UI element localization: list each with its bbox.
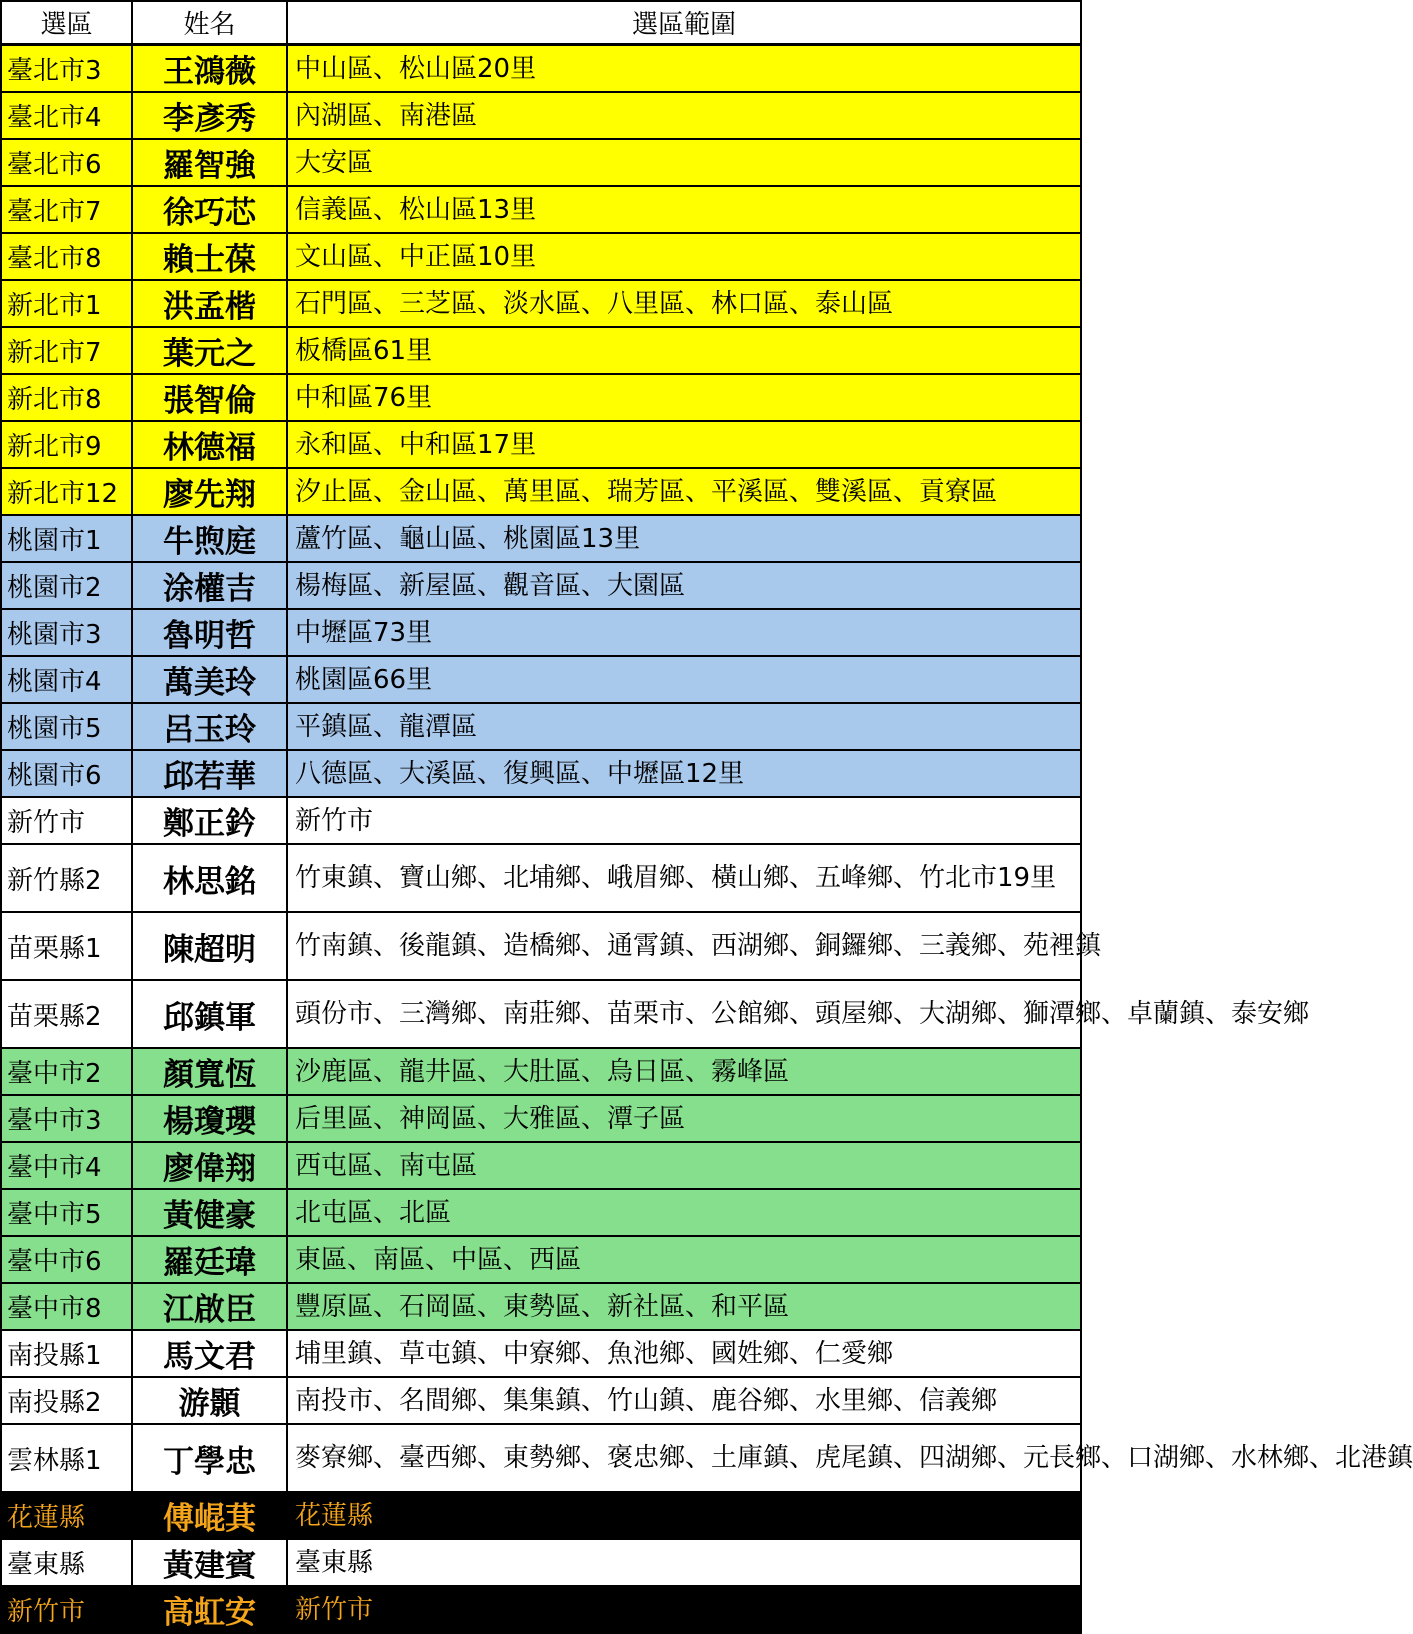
- district-cell: 臺中市8: [1, 1283, 132, 1330]
- name-cell: 林德福: [132, 421, 287, 468]
- district-cell: 臺中市5: [1, 1189, 132, 1236]
- area-cell: 麥寮鄉、臺西鄉、東勢鄉、褒忠鄉、土庫鎮、虎尾鎮、四湖鄉、元長鄉、口湖鄉、水林鄉、北港鎮: [287, 1424, 1081, 1492]
- name-cell: 林思銘: [132, 844, 287, 912]
- area-cell: 平鎮區、龍潭區: [287, 703, 1081, 750]
- name-cell: 呂玉玲: [132, 703, 287, 750]
- table-row: [1, 656, 1081, 703]
- area-cell: 蘆竹區、龜山區、桃園區13里: [287, 515, 1081, 562]
- area-cell: 后里區、神岡區、大雅區、潭子區: [287, 1095, 1081, 1142]
- table-row: [1, 980, 1081, 1048]
- district-cell: 桃園市1: [1, 515, 132, 562]
- table-row: [1, 374, 1081, 421]
- district-cell: 苗栗縣2: [1, 980, 132, 1048]
- header-area: 選區範圍: [287, 1, 1081, 45]
- name-cell: 王鴻薇: [132, 45, 287, 93]
- area-cell: 竹南鎮、後龍鎮、造橋鄉、通霄鎮、西湖鄉、銅鑼鄉、三義鄉、苑裡鎮: [287, 912, 1081, 980]
- roster-body: [1, 1, 1413, 1633]
- name-cell: 邱若華: [132, 750, 287, 797]
- table-row: [1, 233, 1081, 280]
- area-cell: 楊梅區、新屋區、觀音區、大園區: [287, 562, 1081, 609]
- district-cell: 臺中市4: [1, 1142, 132, 1189]
- area-cell: 沙鹿區、龍井區、大肚區、烏日區、霧峰區: [287, 1048, 1081, 1095]
- area-cell: 臺東縣: [287, 1539, 1081, 1586]
- name-cell: 洪孟楷: [132, 280, 287, 327]
- area-cell: 東區、南區、中區、西區: [287, 1236, 1081, 1283]
- header-district: 選區: [1, 1, 132, 45]
- table-row: [1, 562, 1081, 609]
- table-row: [1, 1539, 1081, 1586]
- table-row: [1, 139, 1081, 186]
- name-cell: 顏寬恆: [132, 1048, 287, 1095]
- table-row: [1, 912, 1081, 980]
- district-cell: 臺北市6: [1, 139, 132, 186]
- name-cell: 張智倫: [132, 374, 287, 421]
- district-cell: 桃園市4: [1, 656, 132, 703]
- area-cell: 北屯區、北區: [287, 1189, 1081, 1236]
- table-row: [1, 186, 1081, 233]
- district-cell: 新北市12: [1, 468, 132, 515]
- name-cell: 徐巧芯: [132, 186, 287, 233]
- name-cell: 高虹安: [132, 1586, 287, 1633]
- name-cell: 馬文君: [132, 1330, 287, 1377]
- table-row: [1, 1330, 1081, 1377]
- table-row: [1, 1048, 1081, 1095]
- name-cell: 楊瓊瓔: [132, 1095, 287, 1142]
- district-cell: 臺中市6: [1, 1236, 132, 1283]
- name-cell: 廖先翔: [132, 468, 287, 515]
- district-cell: 桃園市5: [1, 703, 132, 750]
- district-cell: 新北市8: [1, 374, 132, 421]
- table-row: [1, 45, 1081, 93]
- table-row: [1, 844, 1081, 912]
- area-cell: 八德區、大溪區、復興區、中壢區12里: [287, 750, 1081, 797]
- table-row: [1, 1236, 1081, 1283]
- table-row: [1, 1377, 1081, 1424]
- district-cell: 新竹縣2: [1, 844, 132, 912]
- name-cell: 游顥: [132, 1377, 287, 1424]
- header-name: 姓名: [132, 1, 287, 45]
- district-cell: 桃園市3: [1, 609, 132, 656]
- name-cell: 賴士葆: [132, 233, 287, 280]
- area-cell: 汐止區、金山區、萬里區、瑞芳區、平溪區、雙溪區、貢寮區: [287, 468, 1081, 515]
- area-cell: 埔里鎮、草屯鎮、中寮鄉、魚池鄉、國姓鄉、仁愛鄉: [287, 1330, 1081, 1377]
- name-cell: 牛煦庭: [132, 515, 287, 562]
- name-cell: 邱鎮軍: [132, 980, 287, 1048]
- area-cell: 西屯區、南屯區: [287, 1142, 1081, 1189]
- table-row: [1, 1492, 1081, 1539]
- district-cell: 臺北市3: [1, 45, 132, 93]
- district-cell: 桃園市2: [1, 562, 132, 609]
- area-cell: 信義區、松山區13里: [287, 186, 1081, 233]
- name-cell: 鄭正鈐: [132, 797, 287, 844]
- name-cell: 葉元之: [132, 327, 287, 374]
- name-cell: 羅智強: [132, 139, 287, 186]
- table-row: [1, 468, 1081, 515]
- district-cell: 臺中市2: [1, 1048, 132, 1095]
- table-row: [1, 280, 1081, 327]
- name-cell: 陳超明: [132, 912, 287, 980]
- area-cell: 板橋區61里: [287, 327, 1081, 374]
- district-cell: 臺北市7: [1, 186, 132, 233]
- name-cell: 江啟臣: [132, 1283, 287, 1330]
- name-cell: 魯明哲: [132, 609, 287, 656]
- area-cell: 南投市、名間鄉、集集鎮、竹山鎮、鹿谷鄉、水里鄉、信義鄉: [287, 1377, 1081, 1424]
- table-row: [1, 1424, 1081, 1492]
- district-cell: 臺中市3: [1, 1095, 132, 1142]
- name-cell: 萬美玲: [132, 656, 287, 703]
- table-row: [1, 703, 1081, 750]
- district-cell: 臺北市8: [1, 233, 132, 280]
- name-cell: 廖偉翔: [132, 1142, 287, 1189]
- district-cell: 苗栗縣1: [1, 912, 132, 980]
- district-cell: 新竹市: [1, 1586, 132, 1633]
- table-row: [1, 1095, 1081, 1142]
- table-row: [1, 609, 1081, 656]
- table-row: [1, 515, 1081, 562]
- name-cell: 涂權吉: [132, 562, 287, 609]
- area-cell: 花蓮縣: [287, 1492, 1081, 1539]
- area-cell: 豐原區、石岡區、東勢區、新社區、和平區: [287, 1283, 1081, 1330]
- table-row: [1, 750, 1081, 797]
- area-cell: 文山區、中正區10里: [287, 233, 1081, 280]
- area-cell: 石門區、三芝區、淡水區、八里區、林口區、泰山區: [287, 280, 1081, 327]
- table-row: [1, 92, 1081, 139]
- area-cell: 頭份市、三灣鄉、南莊鄉、苗栗市、公館鄉、頭屋鄉、大湖鄉、獅潭鄉、卓蘭鎮、泰安鄉: [287, 980, 1081, 1048]
- district-cell: 南投縣2: [1, 1377, 132, 1424]
- table-row: [1, 1189, 1081, 1236]
- table-row: [1, 327, 1081, 374]
- name-cell: 丁學忠: [132, 1424, 287, 1492]
- name-cell: 黃健豪: [132, 1189, 287, 1236]
- district-cell: 臺東縣: [1, 1539, 132, 1586]
- area-cell: 中山區、松山區20里: [287, 45, 1081, 93]
- district-cell: 新北市1: [1, 280, 132, 327]
- name-cell: 李彥秀: [132, 92, 287, 139]
- district-cell: 新竹市: [1, 797, 132, 844]
- district-cell: 雲林縣1: [1, 1424, 132, 1492]
- name-cell: 黃建賓: [132, 1539, 287, 1586]
- district-cell: 桃園市6: [1, 750, 132, 797]
- district-cell: 臺北市4: [1, 92, 132, 139]
- district-cell: 南投縣1: [1, 1330, 132, 1377]
- area-cell: 新竹市: [287, 1586, 1081, 1633]
- name-cell: 羅廷瑋: [132, 1236, 287, 1283]
- table-row: [1, 1586, 1081, 1633]
- district-cell: 新北市9: [1, 421, 132, 468]
- area-cell: 內湖區、南港區: [287, 92, 1081, 139]
- area-cell: 新竹市: [287, 797, 1081, 844]
- table-row: [1, 1283, 1081, 1330]
- district-cell: 新北市7: [1, 327, 132, 374]
- area-cell: 中和區76里: [287, 374, 1081, 421]
- table-row: [1, 1142, 1081, 1189]
- header-row: [1, 1, 1081, 45]
- area-cell: 永和區、中和區17里: [287, 421, 1081, 468]
- name-cell: 傅崐萁: [132, 1492, 287, 1539]
- area-cell: 中壢區73里: [287, 609, 1081, 656]
- area-cell: 大安區: [287, 139, 1081, 186]
- table-row: [1, 797, 1081, 844]
- area-cell: 竹東鎮、寶山鄉、北埔鄉、峨眉鄉、橫山鄉、五峰鄉、竹北市19里: [287, 844, 1081, 912]
- district-cell: 花蓮縣: [1, 1492, 132, 1539]
- table-row: [1, 421, 1081, 468]
- area-cell: 桃園區66里: [287, 656, 1081, 703]
